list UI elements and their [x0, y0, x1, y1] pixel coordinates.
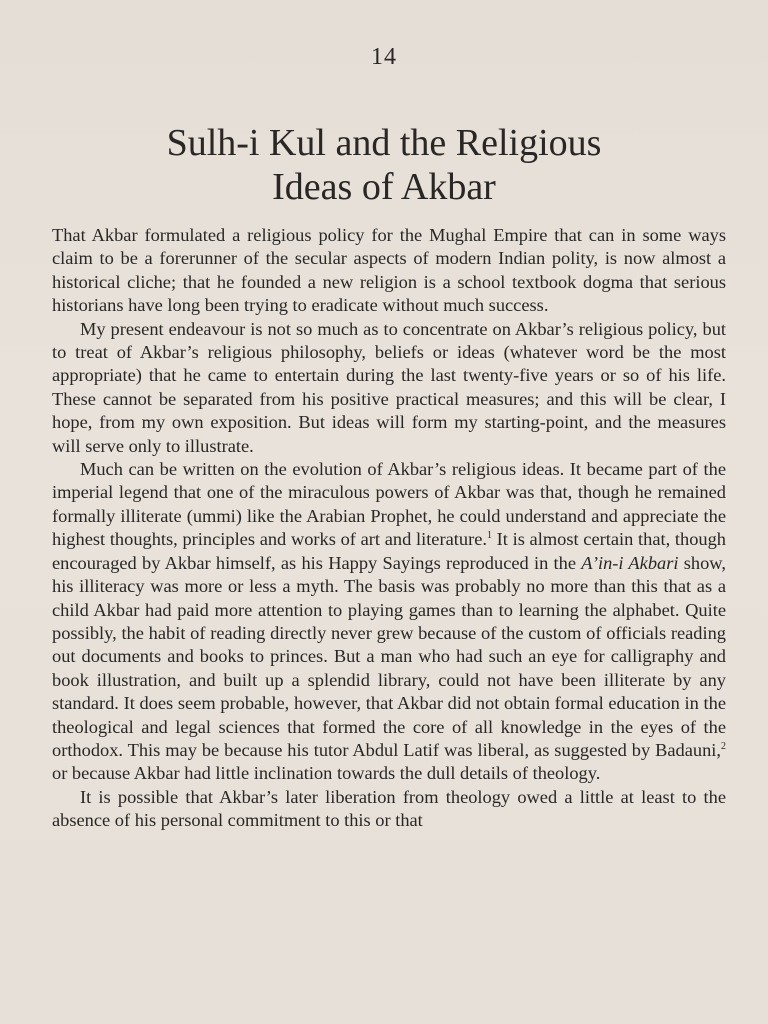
paragraph-1: That Akbar formulated a religious policy for the Mughal Empire that can in some ways claim to be a forerunner of the secular aspects of modern Indian polity, is now almost a historical cliche; that he founded a new religion is a school textbook dogma that serious historians have long been trying to eradicate without much success.	[52, 225, 726, 316]
footnote-ref-1[interactable]: 1	[486, 530, 492, 542]
body-text	[52, 224, 726, 833]
paragraph-3-part-a: Much can be written on the evolution of Akbar’s religious ideas. It became part of the imperial legend that one of the miraculous powers of Akbar was that, though he remained formally illiterate (ummi) like the Arabian Prophet, he could understand and appreciate the highest thoughts, principles and works of art and literature.	[52, 459, 726, 550]
chapter-title-line-1: Sulh-i Kul and the Religious	[166, 122, 602, 165]
paragraph-4: It is possible that Akbar’s later liberation from theology owed a little at least to the absence of his personal commitment to this or that	[52, 786, 726, 831]
chapter-title	[0, 121, 768, 209]
paragraph-3-part-d: or because Akbar had little inclination towards the dull details of theology.	[52, 763, 601, 784]
chapter-number: 14	[371, 44, 397, 70]
paragraph-3-part-c: show, his illiteracy was more or less a myth. The basis was probably no more than this that as a child Akbar had paid more attention to playing games than to learning the alphabet. Quite possibly, the habit of reading directly never grew because of the custom of officials reading out documents and books to princes. But a man who had such an eye for calligraphy and book illustration, and built up a splendid library, could not have been illiterate by any standard. It does seem probable, however, that Akbar did not obtain formal education in the theological and legal sciences that formed the core of all knowledge in the eyes of the orthodox. This may be because his tutor Abdul Latif was liberal, as suggested by Badauni,	[52, 552, 726, 760]
show-through-text	[0, 0, 768, 40]
ain-i-akbari-title: A’in-i Akbari	[581, 552, 679, 573]
footnote-ref-2[interactable]: 2	[721, 740, 726, 752]
chapter-title-line-2: Ideas of Akbar	[272, 166, 496, 209]
paragraph-2: My present endeavour is not so much as to concentrate on Akbar’s religious policy, but to treat of Akbar’s religious philosophy, beliefs or ideas (whatever word be the most appropriate) that he came to entertain during the last twenty-five years or so of his life. These cannot be separated from his positive practical measures; and this will be clear, I hope, from my own exposition. But ideas will form my starting-point, and the measures will serve only to illustrate.	[52, 318, 726, 456]
paragraph-3	[52, 458, 726, 786]
paragraph-3-part-b: It is almost certain that, though encouraged by Akbar himself, as his Happy Sayings reproduced in the	[52, 529, 726, 573]
